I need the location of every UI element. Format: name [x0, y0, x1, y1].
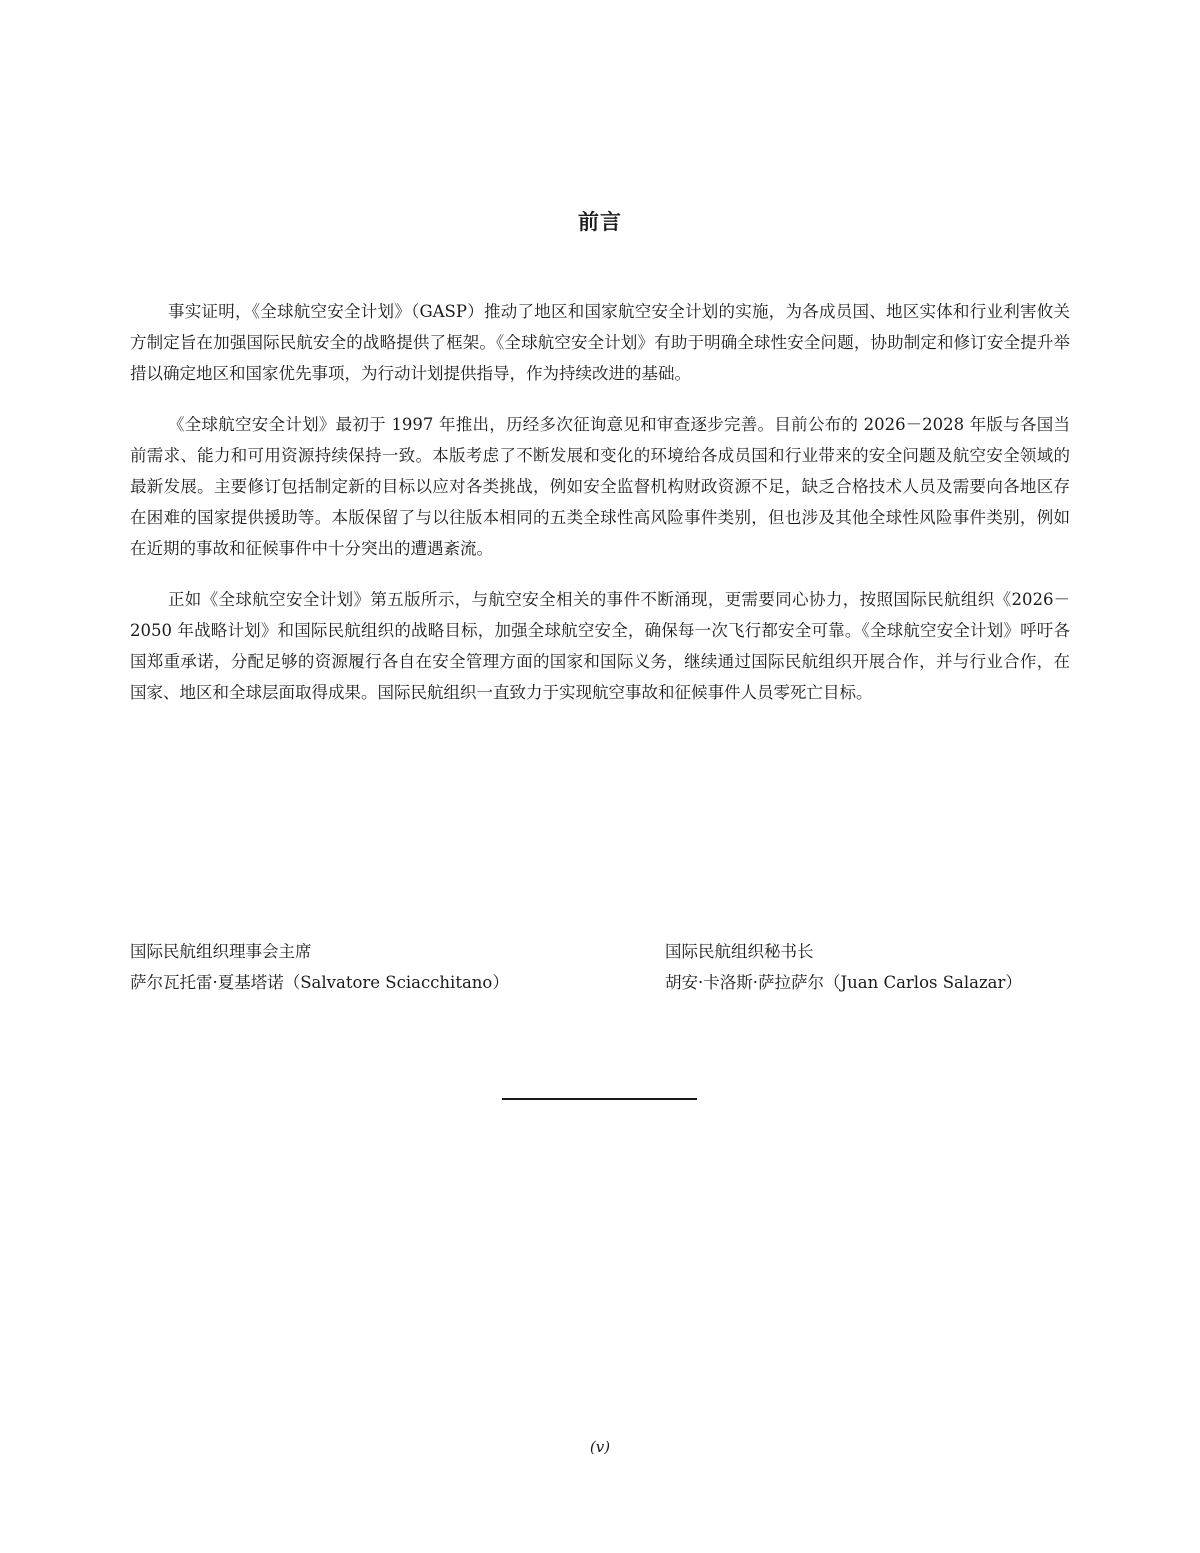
signature-name: 胡安·卡洛斯·萨拉萨尔（Juan Carlos Salazar） [665, 973, 1022, 992]
page-number: (v) [589, 1438, 611, 1456]
section-divider [502, 1098, 697, 1100]
paragraph-3: 正如《全球航空安全计划》第五版所示，与航空安全相关的事件不断涌现，更需要同心协力，按照国际民航组织《2026－2050 年战略计划》和国际民航组织的战略目标，加强全球航空安全，确保每一次飞行都安全可靠。《全球航空安全计划》呼吁各国郑重承诺，分配足够的资源履行各自在安全管理方面的国家和国际义务，继续通过国际民航组织开展合作，并与行业合作，在国家、地区和全球层面取得成果。国际民航组织一直致力于实现航空事故和征候事件人员零死亡目标。 [130, 590, 1070, 702]
page-title: 前言 [578, 210, 622, 234]
signature-position: 国际民航组织秘书长 [665, 942, 814, 961]
paragraph-1: 事实证明，《全球航空安全计划》（GASP）推动了地区和国家航空安全计划的实施，为各成员国、地区实体和行业利害攸关方制定旨在加强国际民航安全的战略提供了框架。《全球航空安全计划》有助于明确全球性安全问题，协助制定和修订安全提升举措以确定地区和国家优先事项，为行动计划提供指导，作为持续改进的基础。 [130, 302, 1070, 383]
signature-secretary-general [665, 936, 1022, 998]
foreword-body [130, 296, 1070, 728]
signature-position: 国际民航组织理事会主席 [130, 942, 312, 961]
signature-council-president [130, 936, 509, 998]
signature-name: 萨尔瓦托雷·夏基塔诺（Salvatore Sciacchitano） [130, 973, 509, 992]
paragraph-2: 《全球航空安全计划》最初于 1997 年推出，历经多次征询意见和审查逐步完善。目前公布的 2026－2028 年版与各国当前需求、能力和可用资源持续保持一致。本版考虑了不断发展和变化的环境给各成员国和行业带来的安全问题及航空安全领域的最新发展。主要修订包括制定新的目标以应对各类挑战，例如安全监督机构财政资源不足，缺乏合格技术人员及需要向各地区存在困难的国家提供援助等。本版保留了与以往版本相同的五类全球性高风险事件类别，但也涉及其他全球性风险事件类别，例如在近期的事故和征候事件中十分突出的遭遇紊流。 [130, 415, 1071, 558]
